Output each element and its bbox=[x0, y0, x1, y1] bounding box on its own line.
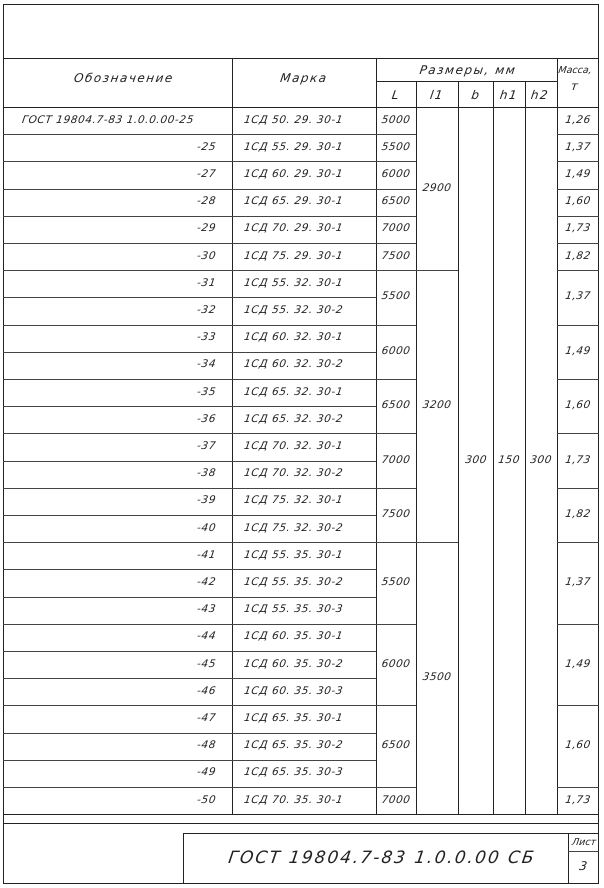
row-mark: 1СД 65. 35. 30-2 bbox=[243, 739, 344, 752]
group-length-L: 6000 bbox=[380, 344, 412, 357]
row-separator-L bbox=[376, 134, 416, 135]
row-separator bbox=[3, 297, 376, 298]
row-separator bbox=[3, 597, 376, 598]
header-mark: Марка bbox=[279, 71, 329, 85]
row-mark: 1СД 55. 35. 30-2 bbox=[243, 576, 344, 588]
row-mark: 1СД 55. 35. 30-3 bbox=[243, 603, 344, 616]
header-col-L: L bbox=[390, 88, 402, 102]
row-separator bbox=[3, 651, 376, 652]
row-separator-mass bbox=[557, 243, 599, 244]
row-designation: -31 bbox=[196, 276, 217, 289]
header-bottom-border bbox=[3, 107, 599, 108]
row-separator-mass bbox=[557, 270, 599, 271]
row-separator bbox=[3, 488, 376, 489]
row-separator-mass bbox=[557, 379, 599, 380]
row-mark: 1СД 75. 32. 30-1 bbox=[243, 494, 344, 507]
row-designation: -34 bbox=[196, 358, 217, 371]
row-mark: 1СД 50. 29. 30-1 bbox=[243, 113, 344, 126]
row-mark: 1СД 55. 35. 30-1 bbox=[243, 548, 344, 561]
row-separator-mass bbox=[557, 488, 599, 489]
row-separator bbox=[3, 624, 376, 625]
row-separator-l1 bbox=[416, 542, 458, 543]
row-separator bbox=[3, 243, 376, 244]
row-separator-L bbox=[376, 379, 416, 380]
row-designation: -36 bbox=[196, 412, 217, 425]
row-separator bbox=[3, 733, 376, 734]
group-length-L: 6500 bbox=[380, 739, 412, 752]
row-separator bbox=[3, 216, 376, 217]
stamp-left-border bbox=[183, 833, 184, 884]
row-designation: -39 bbox=[196, 494, 217, 507]
row-designation: -44 bbox=[196, 630, 217, 643]
group-length-l1: 3500 bbox=[421, 671, 453, 684]
col-divider-dim-0 bbox=[416, 81, 417, 814]
header-col-l1: l1 bbox=[429, 88, 445, 102]
row-designation: -29 bbox=[196, 222, 217, 235]
row-designation: -33 bbox=[196, 331, 217, 344]
row-separator-mass bbox=[557, 161, 599, 162]
row-mark: 1СД 70. 29. 30-1 bbox=[243, 222, 344, 235]
row-separator-L bbox=[376, 787, 416, 788]
row-separator-L bbox=[376, 161, 416, 162]
row-mark: 1СД 70. 32. 30-1 bbox=[243, 440, 344, 452]
row-mark: 1СД 75. 32. 30-2 bbox=[243, 521, 344, 534]
row-mark: 1СД 65. 32. 30-2 bbox=[243, 412, 344, 425]
row-separator bbox=[3, 678, 376, 679]
row-designation: -25 bbox=[196, 140, 217, 153]
group-mass: 1,37 bbox=[564, 576, 592, 588]
row-mark: 1СД 60. 32. 30-1 bbox=[243, 331, 344, 344]
group-length-L: 7000 bbox=[380, 453, 412, 466]
group-length-L: 6500 bbox=[380, 399, 412, 412]
row-designation: -48 bbox=[196, 739, 217, 752]
row-separator bbox=[3, 161, 376, 162]
group-mass: 1,60 bbox=[564, 739, 592, 752]
row-designation: -47 bbox=[196, 712, 217, 724]
row-designation: -50 bbox=[196, 793, 217, 806]
row-length-L: 6500 bbox=[380, 195, 412, 208]
row-separator bbox=[3, 760, 376, 761]
group-mass: 1,73 bbox=[564, 453, 592, 466]
row-separator-L bbox=[376, 488, 416, 489]
row-separator-L bbox=[376, 189, 416, 190]
row-length-L: 5500 bbox=[380, 140, 412, 153]
row-separator-mass bbox=[557, 189, 599, 190]
col-divider-dim-3 bbox=[525, 81, 526, 814]
row-designation: -28 bbox=[196, 195, 217, 208]
row-separator bbox=[3, 461, 376, 462]
group-mass: 1,73 bbox=[564, 793, 592, 806]
group-length-L: 7500 bbox=[380, 508, 412, 520]
row-designation: -49 bbox=[196, 766, 217, 779]
group-mass: 1,60 bbox=[564, 195, 592, 208]
table-bottom-border bbox=[3, 814, 599, 815]
group-mass: 1,49 bbox=[564, 168, 592, 180]
header-mass-unit: т bbox=[569, 79, 581, 93]
row-separator bbox=[3, 515, 376, 516]
row-separator-mass bbox=[557, 433, 599, 434]
row-mark: 1СД 70. 32. 30-2 bbox=[243, 467, 344, 480]
row-separator bbox=[3, 352, 376, 353]
row-mark: 1СД 65. 29. 30-1 bbox=[243, 195, 344, 208]
stamp-sheet-divider bbox=[568, 833, 569, 884]
group-width-b: 300 bbox=[463, 453, 488, 466]
group-mass: 1,49 bbox=[564, 344, 592, 357]
row-designation: -42 bbox=[196, 576, 217, 588]
row-separator-L bbox=[376, 325, 416, 326]
stamp-document-code: ГОСТ 19804.7-83 1.0.0.00 СБ bbox=[227, 848, 538, 868]
col-divider-dim-2 bbox=[493, 81, 494, 814]
row-separator bbox=[3, 189, 376, 190]
row-separator bbox=[3, 569, 376, 570]
row-mark: 1СД 65. 32. 30-1 bbox=[243, 385, 344, 398]
stamp-sheet-label: Лист bbox=[571, 837, 597, 848]
stamp-top-border bbox=[3, 823, 599, 824]
col-divider-dim-1 bbox=[458, 81, 459, 814]
row-separator-mass bbox=[557, 216, 599, 217]
row-mark: 1СД 65. 35. 30-1 bbox=[243, 712, 344, 724]
row-separator-mass bbox=[557, 624, 599, 625]
group-mass: 1,73 bbox=[564, 222, 592, 235]
header-subdivider bbox=[376, 81, 557, 82]
row-length-L: 7000 bbox=[380, 222, 412, 235]
row-mark: 1СД 60. 29. 30-1 bbox=[243, 168, 344, 180]
row-separator bbox=[3, 542, 376, 543]
header-col-b: b bbox=[470, 88, 482, 102]
row-separator bbox=[3, 787, 376, 788]
row-mark: 1СД 65. 35. 30-3 bbox=[243, 766, 344, 779]
row-separator bbox=[3, 433, 376, 434]
row-separator-mass bbox=[557, 542, 599, 543]
row-separator bbox=[3, 325, 376, 326]
row-separator-L bbox=[376, 433, 416, 434]
row-designation: -30 bbox=[196, 249, 217, 262]
row-separator-L bbox=[376, 705, 416, 706]
header-mass: Масса, bbox=[557, 65, 593, 76]
row-separator bbox=[3, 134, 376, 135]
row-separator bbox=[3, 705, 376, 706]
row-separator-mass bbox=[557, 705, 599, 706]
row-separator bbox=[3, 379, 376, 380]
row-separator-mass bbox=[557, 134, 599, 135]
group-mass: 1,49 bbox=[564, 657, 592, 670]
row-designation: -38 bbox=[196, 467, 217, 480]
row-designation: -32 bbox=[196, 304, 217, 316]
row-separator-l1 bbox=[416, 270, 458, 271]
row-length-L: 7500 bbox=[380, 249, 412, 262]
group-height-h2: 300 bbox=[529, 453, 553, 466]
header-dimensions: Размеры, мм bbox=[418, 63, 518, 77]
row-mark: 1СД 60. 32. 30-2 bbox=[243, 358, 344, 371]
table-top-border bbox=[3, 58, 599, 59]
row-designation: -46 bbox=[196, 684, 217, 697]
row-separator-L bbox=[376, 542, 416, 543]
col-divider-L bbox=[376, 58, 377, 814]
row-separator-L bbox=[376, 216, 416, 217]
row-designation: -43 bbox=[196, 603, 217, 616]
row-mark: 1СД 55. 29. 30-1 bbox=[243, 140, 344, 153]
group-length-L: 5500 bbox=[380, 290, 412, 303]
header-col-h2: h2 bbox=[529, 88, 551, 102]
row-separator-L bbox=[376, 243, 416, 244]
stamp-sheet-separator bbox=[568, 851, 599, 852]
row-separator bbox=[3, 406, 376, 407]
group-length-l1: 2900 bbox=[421, 181, 453, 194]
row-mark: 1СД 60. 35. 30-2 bbox=[243, 657, 344, 670]
group-length-L: 5500 bbox=[380, 576, 412, 588]
stamp-sheet-number: 3 bbox=[578, 859, 590, 873]
row-separator bbox=[3, 270, 376, 271]
header-col-h1: h1 bbox=[498, 88, 520, 102]
group-height-h1: 150 bbox=[497, 453, 521, 466]
group-mass: 1,82 bbox=[564, 249, 592, 262]
col-divider-mark bbox=[232, 58, 233, 814]
row-length-L: 6000 bbox=[380, 168, 412, 180]
row-mark: 1СД 60. 35. 30-1 bbox=[243, 630, 344, 643]
row-mark: 1СД 75. 29. 30-1 bbox=[243, 249, 344, 262]
row-separator-mass bbox=[557, 787, 599, 788]
row-designation: -37 bbox=[196, 440, 217, 452]
col-divider-mass bbox=[557, 58, 558, 814]
group-mass: 1,37 bbox=[564, 290, 592, 303]
row-designation: -40 bbox=[196, 521, 217, 534]
row-length-L: 7000 bbox=[380, 793, 412, 806]
row-separator-L bbox=[376, 270, 416, 271]
row-designation: -41 bbox=[196, 548, 217, 561]
row-separator-mass bbox=[557, 325, 599, 326]
row-designation: ГОСТ 19804.7-83 1.0.0.00-25 bbox=[21, 113, 195, 126]
group-length-L: 6000 bbox=[380, 657, 412, 670]
row-separator-L bbox=[376, 624, 416, 625]
group-length-l1: 3200 bbox=[421, 399, 453, 412]
group-mass: 1,26 bbox=[564, 113, 592, 126]
stamp-inner-top bbox=[183, 833, 599, 834]
header-designation: Обозначение bbox=[73, 71, 175, 85]
row-designation: -35 bbox=[196, 385, 217, 398]
row-designation: -45 bbox=[196, 657, 217, 670]
row-mark: 1СД 55. 32. 30-2 bbox=[243, 304, 344, 316]
group-mass: 1,60 bbox=[564, 399, 592, 412]
row-length-L: 5000 bbox=[380, 113, 412, 126]
group-mass: 1,82 bbox=[564, 508, 592, 520]
row-mark: 1СД 60. 35. 30-3 bbox=[243, 684, 344, 697]
row-mark: 1СД 70. 35. 30-1 bbox=[243, 793, 344, 806]
row-mark: 1СД 55. 32. 30-1 bbox=[243, 276, 344, 289]
row-designation: -27 bbox=[196, 168, 217, 180]
group-mass: 1,37 bbox=[564, 140, 592, 153]
